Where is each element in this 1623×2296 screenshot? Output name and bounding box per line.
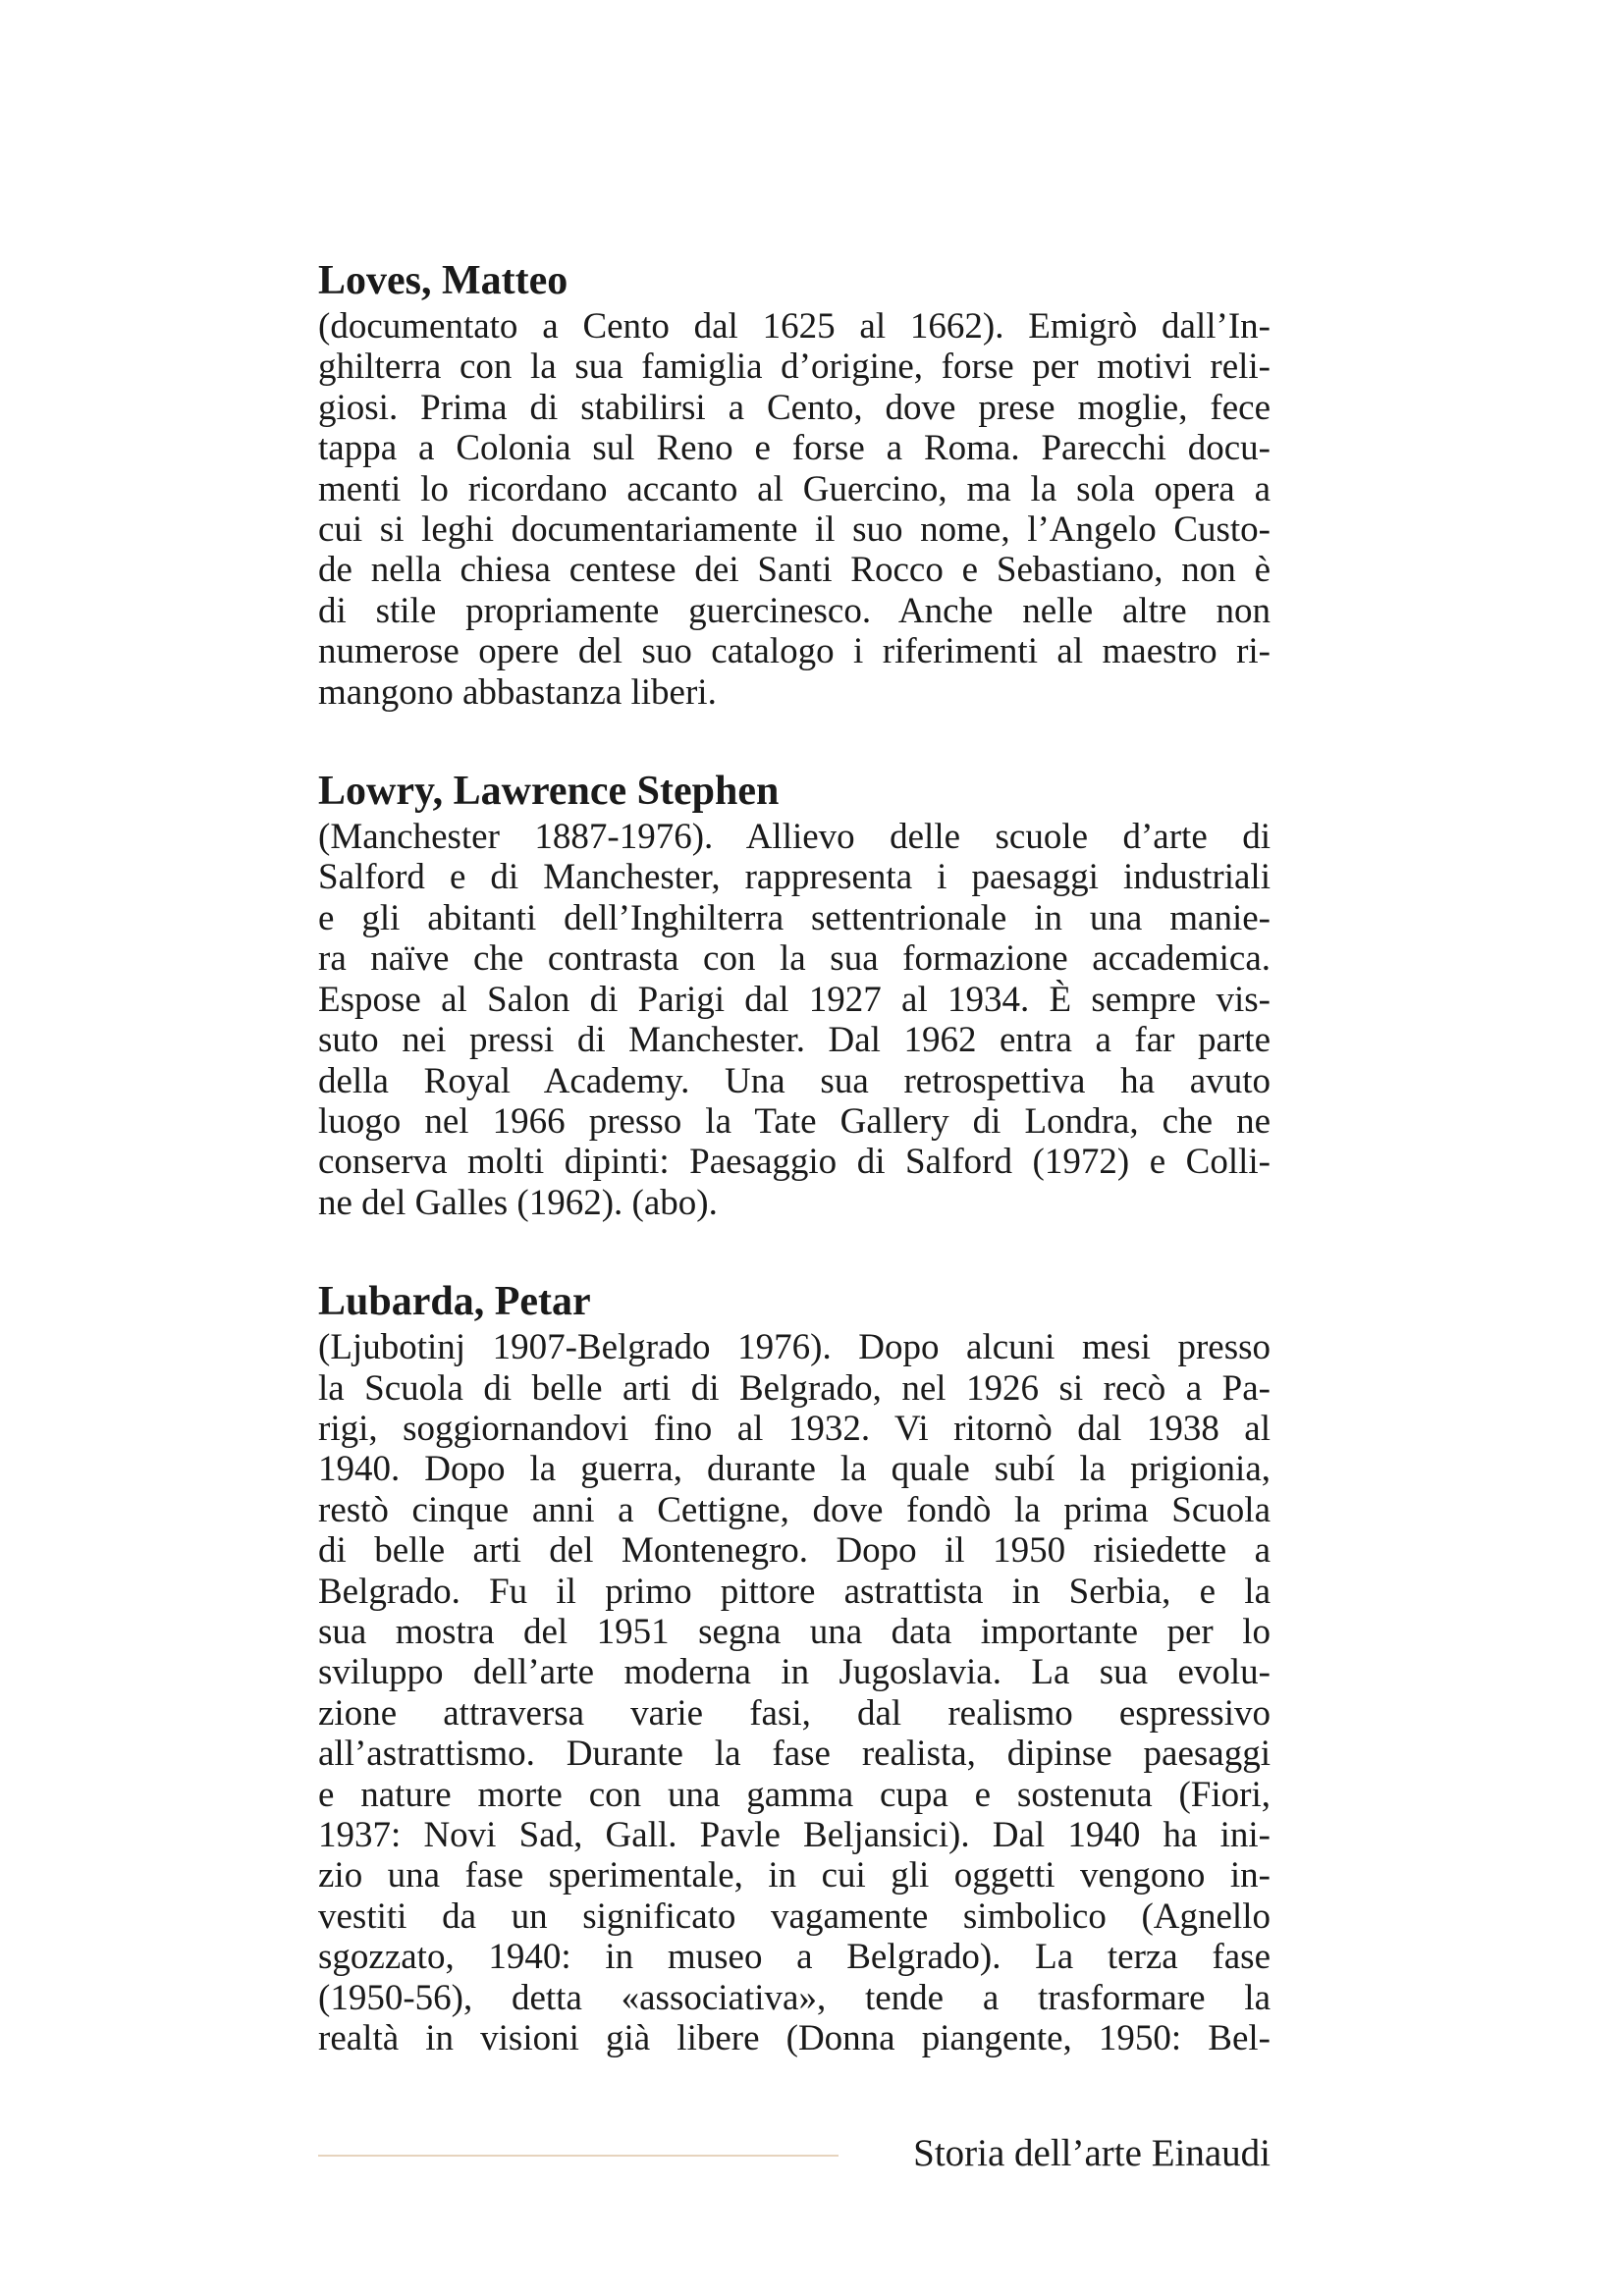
text-line: zio una fase sperimentale, in cui gli oggetti vengono in-	[318, 1855, 1271, 1896]
text-line: tappa a Colonia sul Reno e forse a Roma. Parecchi docu-	[318, 428, 1271, 469]
text-line: Salford e di Manchester, rappresenta i paesaggi industriali	[318, 857, 1271, 898]
text-line: mangono abbastanza liberi.	[318, 671, 717, 713]
text-line: vestiti da un significato vagamente simbolico (Agnello	[318, 1896, 1271, 1937]
entry-lowry-lawrence-stephen	[318, 768, 1271, 1223]
text-line: conserva molti dipinti: Paesaggio di Salford (1972) e Colli-	[318, 1142, 1271, 1183]
text-line: e nature morte con una gamma cupa e sostenuta (Fiori,	[318, 1774, 1271, 1815]
text-line: sviluppo dell’arte moderna in Jugoslavia. La sua evolu-	[318, 1652, 1271, 1693]
text-line: (Ljubotinj 1907-Belgrado 1976). Dopo alcuni mesi presso	[318, 1327, 1271, 1368]
text-line: (Manchester 1887-1976). Allievo delle scuole d’arte di	[318, 817, 1271, 858]
entry-lubarda-petar	[318, 1278, 1271, 2058]
footer-divider	[318, 2155, 839, 2157]
text-line: e gli abitanti dell’Inghilterra settentrionale in una manie-	[318, 897, 1271, 938]
entry-title: Loves, Matteo	[318, 258, 568, 303]
entry-body	[318, 1327, 1271, 2058]
text-line: Belgrado. Fu il primo pittore astrattista in Serbia, e la	[318, 1571, 1271, 1612]
page-footer	[318, 2130, 1271, 2179]
text-line: numerose opere del suo catalogo i riferimenti al maestro ri-	[318, 631, 1271, 672]
text-line: zione attraversa varie fasi, dal realismo espressivo	[318, 1692, 1271, 1734]
text-line: cui si leghi documentariamente il suo nome, l’Angelo Custo-	[318, 509, 1271, 551]
entry-body	[318, 817, 1271, 1223]
text-line: di belle arti del Montenegro. Dopo il 1950 risiedette a	[318, 1530, 1271, 1572]
entry-body	[318, 306, 1271, 713]
text-line: restò cinque anni a Cettigne, dove fondò la prima Scuola	[318, 1489, 1271, 1530]
text-line: di stile propriamente guercinesco. Anche nelle altre non	[318, 590, 1271, 631]
text-line: all’astrattismo. Durante la fase realista, dipinse paesaggi	[318, 1734, 1271, 1775]
page-content	[318, 257, 1271, 2113]
text-line: (1950-56), detta «associativa», tende a trasformare la	[318, 1977, 1271, 2018]
text-line: sgozzato, 1940: in museo a Belgrado). La terza fase	[318, 1937, 1271, 1978]
text-line: ghilterra con la sua famiglia d’origine, forse per motivi reli-	[318, 347, 1271, 388]
text-line: Espose al Salon di Parigi dal 1927 al 1934. È sempre vis-	[318, 979, 1271, 1020]
text-line: realtà in visioni già libere (Donna piangente, 1950: Bel-	[318, 2018, 1271, 2059]
text-line: sua mostra del 1951 segna una data importante per lo	[318, 1611, 1271, 1652]
text-line: (documentato a Cento dal 1625 al 1662). Emigrò dall’In-	[318, 306, 1271, 347]
text-line: luogo nel 1966 presso la Tate Gallery di Londra, che ne	[318, 1100, 1271, 1142]
text-line: ra naïve che contrasta con la sua formazione accademica.	[318, 938, 1271, 980]
text-line: della Royal Academy. Una sua retrospettiva ha avuto	[318, 1060, 1271, 1101]
text-line: suto nei pressi di Manchester. Dal 1962 entra a far parte	[318, 1020, 1271, 1061]
text-line: la Scuola di belle arti di Belgrado, nel 1926 si recò a Pa-	[318, 1367, 1271, 1409]
text-line: de nella chiesa centese dei Santi Rocco e Sebastiano, non è	[318, 550, 1271, 591]
entry-title: Lubarda, Petar	[318, 1279, 591, 1325]
text-line: 1940. Dopo la guerra, durante la quale subí la prigionia,	[318, 1449, 1271, 1490]
publisher-name: Storia dell’arte Einaudi	[913, 2132, 1271, 2174]
text-line: menti lo ricordano accanto al Guercino, ma la sola opera a	[318, 468, 1271, 509]
entry-loves-matteo	[318, 257, 1271, 713]
entry-title: Lowry, Lawrence Stephen	[318, 769, 780, 815]
text-line: rigi, soggiornandovi fino al 1932. Vi ritornò dal 1938 al	[318, 1408, 1271, 1449]
text-line: 1937: Novi Sad, Gall. Pavle Beljansici). Dal 1940 ha ini-	[318, 1815, 1271, 1855]
text-line: giosi. Prima di stabilirsi a Cento, dove prese moglie, fece	[318, 387, 1271, 428]
text-line: ne del Galles (1962). (abo).	[318, 1182, 718, 1223]
